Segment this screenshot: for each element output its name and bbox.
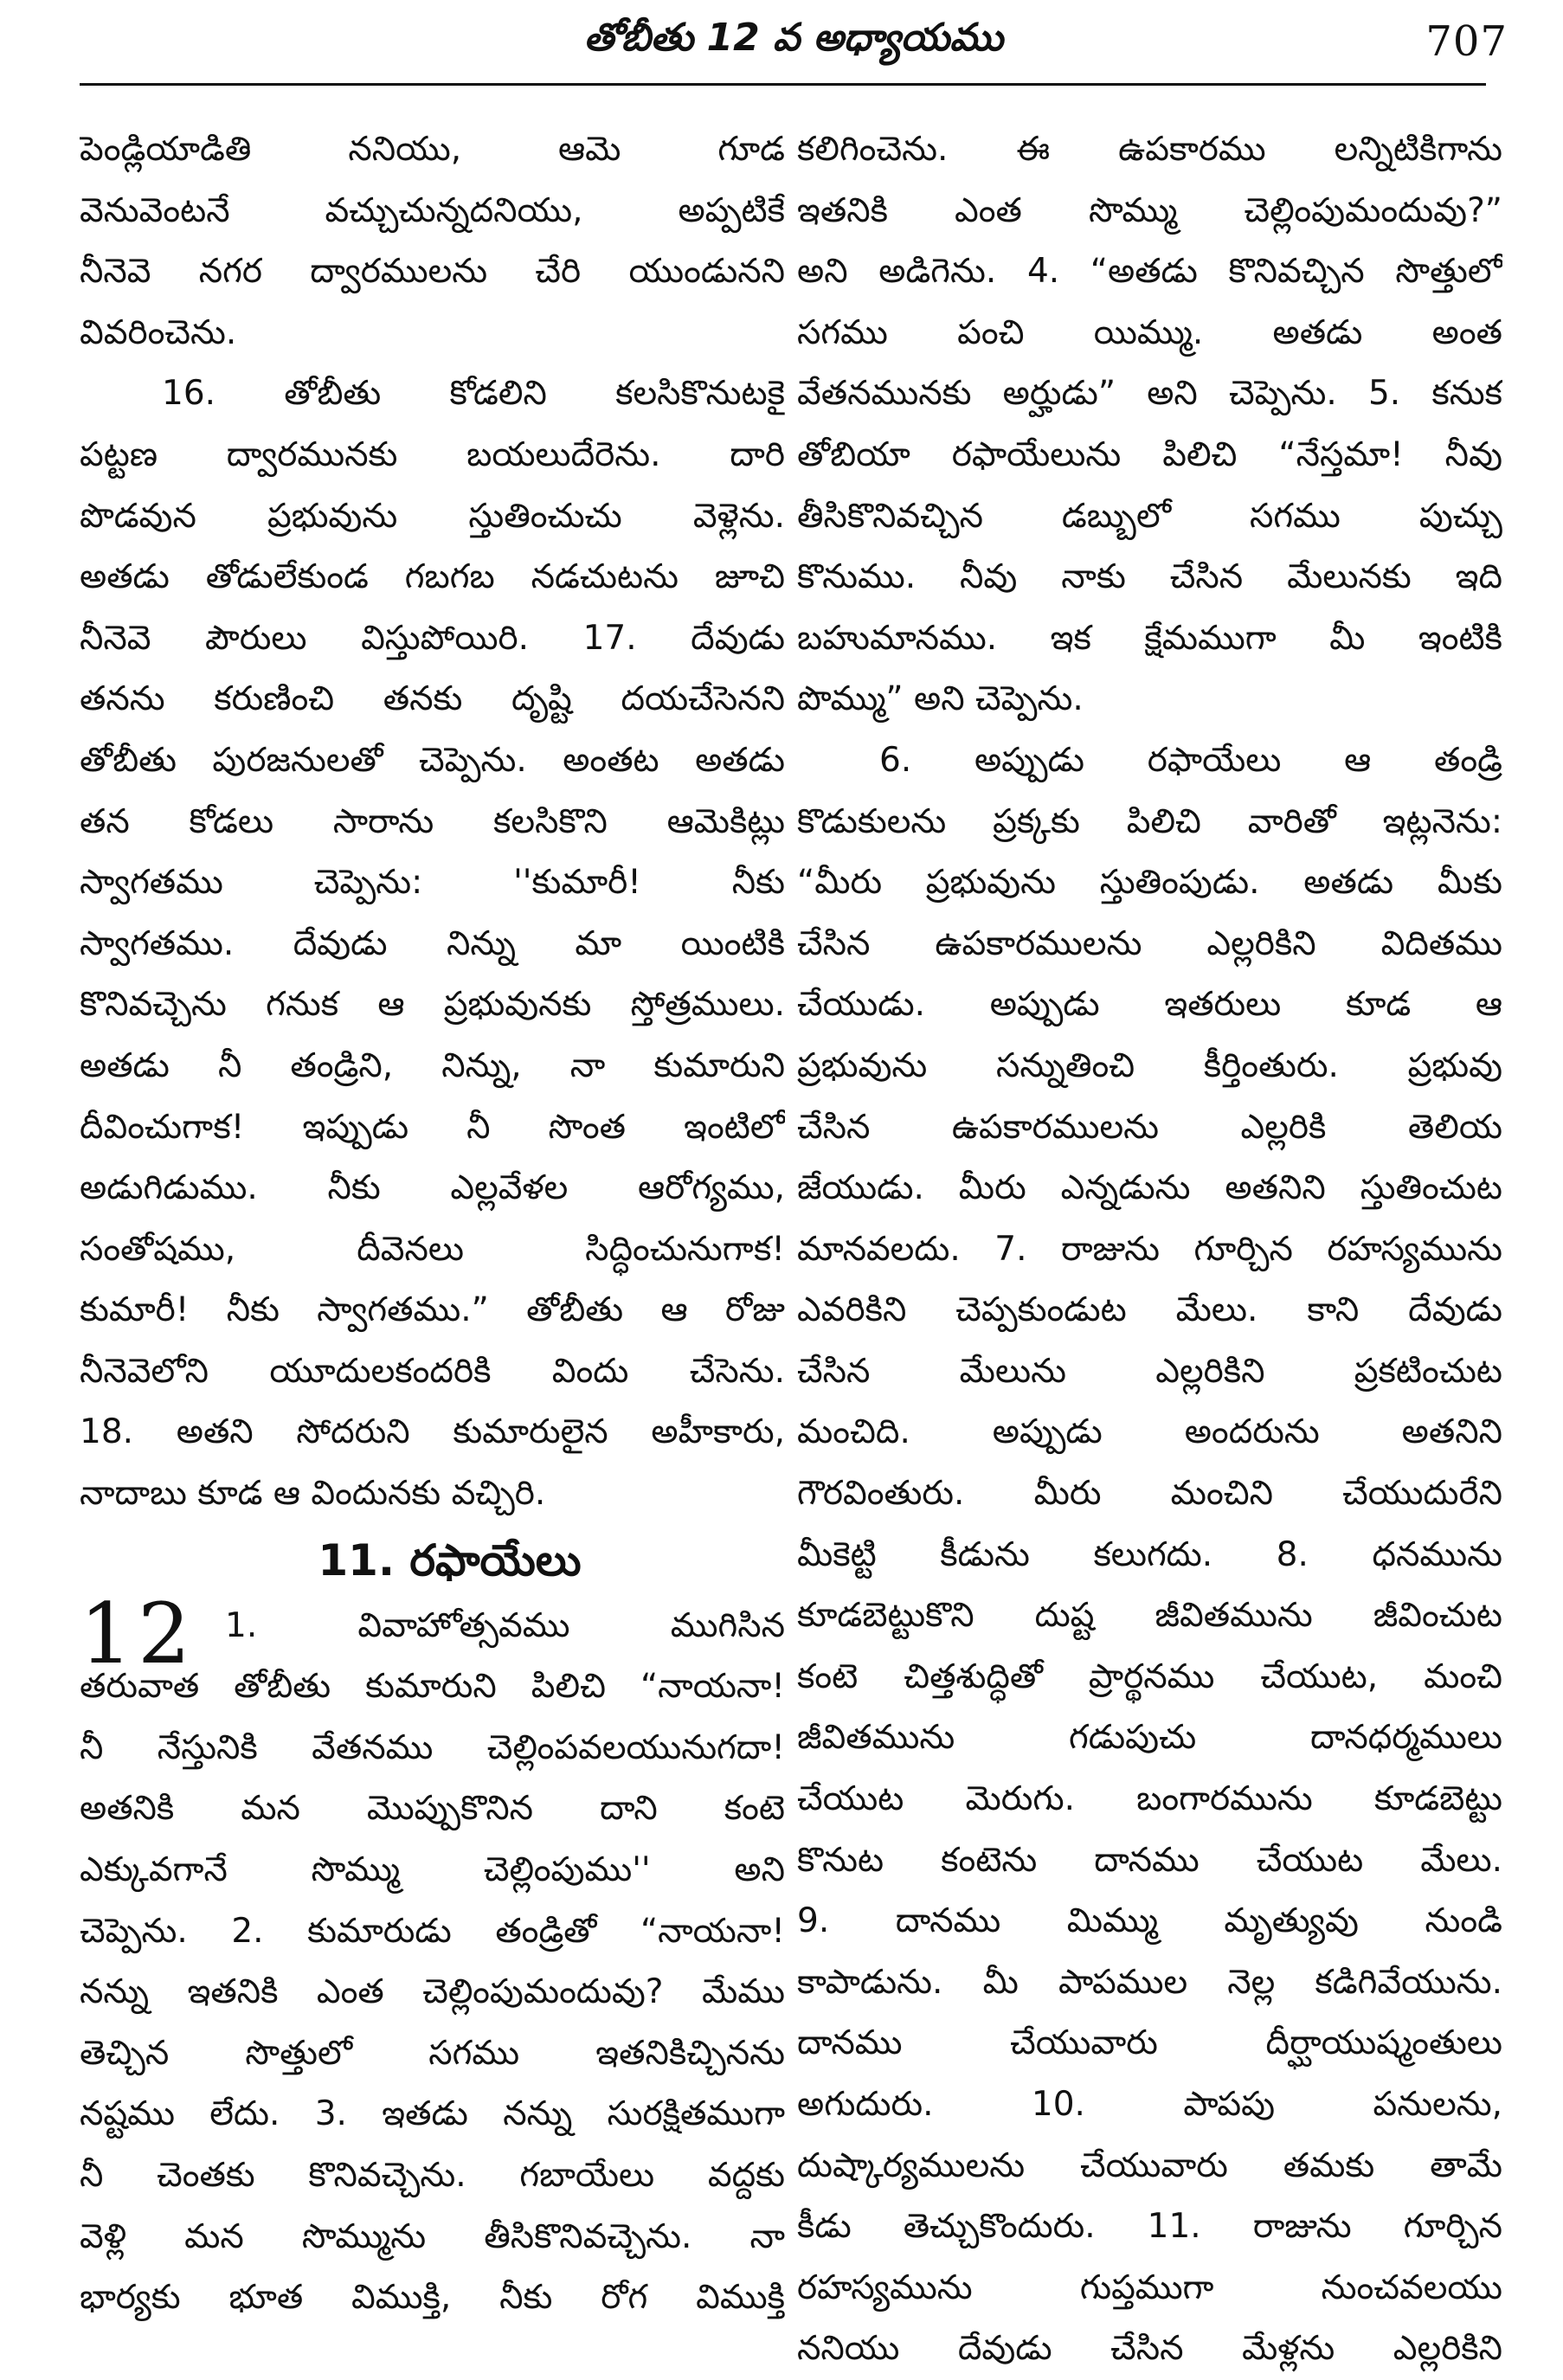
text-line: నీనెవె నగర ద్వారములను చేరి యుండునని: [80, 252, 785, 292]
page-number: 707: [1425, 17, 1508, 66]
text-line: ఇతనికి ఎంత సొమ్ము చెల్లింపుమందువు?”: [797, 190, 1502, 230]
text-line: వివరించెను.: [80, 312, 237, 352]
text-line: రహస్యమును గుప్తముగా నుంచవలయు: [797, 2267, 1502, 2307]
text-line: కుమారీ! నీకు స్వాగతము.” తోబీతు ఆ రోజు: [80, 1290, 785, 1330]
header-rule: [80, 83, 1486, 86]
text-line: కొడుకులను ప్రక్కకు పిలిచి వారితో ఇట్లనెను:: [797, 801, 1502, 841]
text-line: పొడవున ప్రభువును స్తుతించుచు వెళ్లెను.: [80, 496, 785, 536]
running-title: తోబీతు 12 వ అధ్యాయము: [583, 16, 1004, 60]
text-line: 16. తోబీతు కోడలిని కలసికొనుటకై: [162, 374, 785, 414]
text-line: 6. అప్పుడు రఫాయేలు ఆ తండ్రి: [879, 740, 1502, 780]
text-line: ననియు దేవుడు చేసిన మేళ్లను ఎల్లరికిని: [797, 2329, 1502, 2369]
text-line: నీనెవె పౌరులు విస్తుపోయిరి. 17. దేవుడు: [80, 618, 785, 658]
text-line: స్వాగతము చెప్పెను: ''కుమారీ! నీకు: [80, 863, 785, 903]
text-line: తెచ్చిన సొత్తులో సగము ఇతనికిచ్చినను: [80, 2033, 785, 2073]
text-line: తోబీతు పురజనులతో చెప్పెను. అంతట అతడు: [80, 740, 785, 780]
text-line: చేయుట మెరుగు. బంగారమును కూడబెట్టు: [797, 1779, 1502, 1819]
text-line: గౌరవింతురు. మీరు మంచిని చేయుదురేని: [797, 1474, 1502, 1514]
text-line: వేతనమునకు అర్హుడు” అని చెప్పెను. 5. కనుక: [797, 374, 1502, 414]
text-line: సగము పంచి యిమ్ము. అతడు అంత: [797, 312, 1502, 352]
text-line: తన కోడలు సారాను కలసికొని ఆమెకిట్లు: [80, 801, 785, 841]
text-line: దీవించుగాక! ఇప్పుడు నీ సొంత ఇంటిలో: [80, 1107, 785, 1147]
text-line: తీసికొనివచ్చిన డబ్బులో సగము పుచ్చు: [797, 496, 1502, 536]
text-line: తరువాత తోబీతు కుమారుని పిలిచి “నాయనా!: [80, 1667, 785, 1707]
text-line: భార్యకు భూత విముక్తి, నీకు రోగ విముక్తి: [80, 2278, 785, 2318]
text-line: జేయుడు. మీరు ఎన్నడును అతనిని స్తుతించుట: [797, 1168, 1502, 1208]
text-line: వెనువెంటనే వచ్చుచున్నదనియు, అప్పటికే: [80, 190, 785, 230]
text-line: నీ చెంతకు కొనివచ్చెను. గబాయేలు వద్దకు: [80, 2156, 785, 2195]
text-line: పెండ్లియాడితి ననియు, ఆమె గూడ: [80, 130, 785, 169]
text-line: కొనివచ్చెను గనుక ఆ ప్రభువునకు స్తోత్రములు.: [80, 985, 785, 1025]
text-line: తనను కరుణించి తనకు దృష్టి దయచేసెనని: [80, 679, 785, 719]
paragraph-verses-3-5: [797, 119, 1502, 730]
text-line: 1. వివాహోత్సవము ముగిసిన: [225, 1605, 785, 1645]
text-line: మంచిది. అప్పుడు అందరును అతనిని: [797, 1412, 1502, 1452]
text-line: చేసిన ఉపకారములను ఎల్లరికిని విదితము: [797, 923, 1502, 963]
text-line: వెళ్లి మన సొమ్మును తీసికొనివచ్చెను. నా: [80, 2216, 785, 2256]
text-line: జీవితమును గడుపుచు దానధర్మములు: [797, 1718, 1502, 1758]
text-line: కంటె చిత్తశుద్ధితో ప్రార్థనము చేయుట, మంచి: [797, 1656, 1502, 1696]
text-line: కీడు తెచ్చుకొందురు. 11. రాజును గూర్చిన: [797, 2207, 1502, 2247]
text-line: తోబియా రఫాయేలును పిలిచి “నేస్తమా! నీవు: [797, 434, 1502, 474]
text-line: చేయుడు. అప్పుడు ఇతరులు కూడ ఆ: [797, 985, 1502, 1025]
text-line: సంతోషము, దీవెనలు సిద్ధించునుగాక!: [80, 1229, 785, 1269]
text-line: నీనెవెలోని యూదులకందరికి విందు చేసెను.: [80, 1351, 785, 1391]
text-line: నాదాబు కూడ ఆ విందునకు వచ్చిరి.: [80, 1474, 546, 1514]
page-header: [80, 7, 1508, 76]
right-column: [797, 119, 1502, 2380]
text-line: కొనుట కంటెను దానము చేయుట మేలు.: [797, 1840, 1502, 1880]
text-line: నన్ను ఇతనికి ఎంత చెల్లింపుమందువు? మేము: [80, 1972, 785, 2012]
paragraph-verses-6-11: [797, 730, 1502, 2380]
text-line: ప్రభువును సన్నుతించి కీర్తింతురు. ప్రభువు: [797, 1045, 1502, 1085]
text-line: అతడు నీ తండ్రిని, నిన్ను, నా కుమారుని: [80, 1045, 785, 1085]
text-line: చెప్పెను. 2. కుమారుడు తండ్రితో “నాయనా!: [80, 1911, 785, 1951]
text-line: కాపాడును. మీ పాపముల నెల్ల కడిగివేయును.: [797, 1962, 1502, 2002]
text-line: చేసిన ఉపకారములను ఎల్లరికి తెలియ: [797, 1107, 1502, 1147]
text-line: మానవలదు. 7. రాజును గూర్చిన రహస్యమును: [797, 1229, 1502, 1269]
text-line: మీకెట్టి కీడును కలుగదు. 8. ధనమును: [797, 1534, 1502, 1574]
text-line: “మీరు ప్రభువును స్తుతింపుడు. అతడు మీకు: [797, 863, 1502, 903]
text-line: కలిగించెను. ఈ ఉపకారము లన్నిటికిగాను: [797, 130, 1502, 169]
text-line: ఎవరికిని చెప్పకుండుట మేలు. కాని దేవుడు: [797, 1290, 1502, 1330]
text-line: 9. దానము మిమ్ము మృత్యువు నుండి: [797, 1901, 1502, 1941]
paragraph-continuation: [80, 119, 785, 363]
text-line: దుష్కార్యములను చేయువారు తమకు తామే: [797, 2145, 1502, 2185]
chapter-number: 12: [80, 1585, 196, 1682]
text-line: అతనికి మన మొప్పుకొనిన దాని కంటె: [80, 1789, 785, 1829]
text-line: 18. అతని సోదరుని కుమారులైన అహీకారు,: [80, 1412, 785, 1452]
text-line: అతడు తోడులేకుండ గబగబ నడచుటను జూచి: [80, 557, 785, 597]
chapter-12-block: [80, 1585, 785, 2329]
text-line: అగుదురు. 10. పాపపు పనులను,: [797, 2085, 1502, 2124]
text-line: పట్టణ ద్వారమునకు బయలుదేరెను. దారి: [80, 434, 785, 474]
text-line: పొమ్ము” అని చెప్పెను.: [797, 679, 1084, 719]
text-line: అని అడిగెను. 4. “అతడు కొనివచ్చిన సొత్తులో: [797, 252, 1502, 292]
text-line: నష్టము లేదు. 3. ఇతడు నన్ను సురక్షితముగా: [80, 2094, 785, 2134]
text-line: ఎక్కువగానే సొమ్ము చెల్లింపుము'' అని: [80, 1850, 785, 1890]
paragraph-verse-16: [80, 363, 785, 1524]
text-line: చేసిన మేలును ఎల్లరికిని ప్రకటించుట: [797, 1351, 1502, 1391]
section-heading: 11. రఫాయేలు: [318, 1534, 582, 1586]
text-line: అడుగిడుము. నీకు ఎల్లవేళల ఆరోగ్యము,: [80, 1168, 785, 1208]
text-line: బహుమానము. ఇక క్షేమముగా మీ ఇంటికి: [797, 618, 1502, 658]
text-line: కొనుము. నీవు నాకు చేసిన మేలునకు ఇది: [797, 557, 1502, 597]
text-line: స్వాగతము. దేవుడు నిన్ను మా యింటికి: [80, 923, 785, 963]
text-line: దానము చేయువారు దీర్ఘాయుష్మంతులు: [797, 2023, 1502, 2063]
left-column: [80, 119, 785, 2329]
text-line: కూడబెట్టుకొని దుష్ట జీవితమును జీవించుట: [797, 1596, 1502, 1636]
text-line: నీ నేస్తునికి వేతనము చెల్లింపవలయునుగదా!: [80, 1727, 785, 1767]
